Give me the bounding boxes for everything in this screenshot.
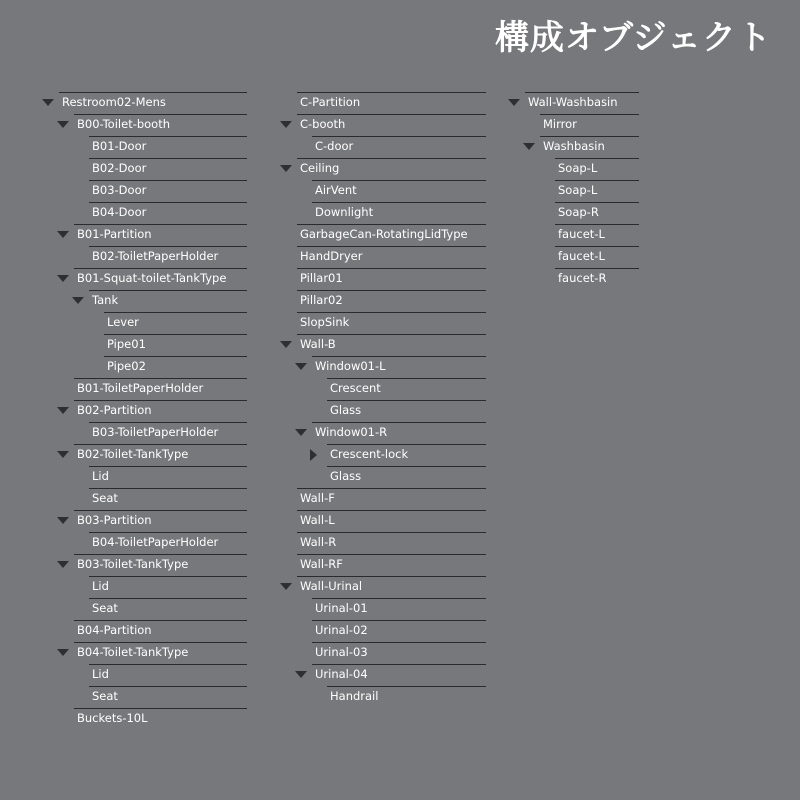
- tree-item-label: Soap-L: [558, 161, 598, 175]
- tree-item-label: Tank: [92, 293, 119, 307]
- tree-item-b04-partition[interactable]: [44, 620, 247, 642]
- expand-triangle-icon[interactable]: [57, 121, 69, 128]
- tree-item-window01-l[interactable]: [282, 356, 486, 378]
- tree-item-handrail[interactable]: [282, 686, 486, 708]
- tree-item-b03-door[interactable]: [44, 180, 247, 202]
- tree-item-b04-toilet-tanktype[interactable]: [44, 642, 247, 664]
- tree-item-label: Glass: [330, 403, 362, 417]
- collapse-triangle-icon[interactable]: [310, 449, 317, 461]
- tree-item-label: B03-Door: [92, 183, 147, 197]
- tree-item-urinal-01[interactable]: [282, 598, 486, 620]
- tree-item-label: Window01-R: [315, 425, 388, 439]
- tree-item-lid[interactable]: [44, 664, 247, 686]
- tree-item-soap-r[interactable]: [510, 202, 639, 224]
- tree-item-label: Urinal-03: [315, 645, 368, 659]
- tree-item-b01-partition[interactable]: [44, 224, 247, 246]
- tree-item-b04-door[interactable]: [44, 202, 247, 224]
- tree-item-label: SlopSink: [300, 315, 350, 329]
- tree-item-wall-rf[interactable]: [282, 554, 486, 576]
- tree-item-restroom02-mens[interactable]: [44, 92, 247, 114]
- tree-item-window01-r[interactable]: [282, 422, 486, 444]
- tree-item-tank[interactable]: [44, 290, 247, 312]
- tree-item-crescent-lock[interactable]: [282, 444, 486, 466]
- tree-item-airvent[interactable]: [282, 180, 486, 202]
- tree-item-b03-partition[interactable]: [44, 510, 247, 532]
- tree-item-wall-f[interactable]: [282, 488, 486, 510]
- tree-item-label: Downlight: [315, 205, 374, 219]
- tree-item-c-booth[interactable]: [282, 114, 486, 136]
- expand-triangle-icon[interactable]: [523, 143, 535, 150]
- tree-item-b00-toilet-booth[interactable]: [44, 114, 247, 136]
- tree-item-b01-toiletpaperholder[interactable]: [44, 378, 247, 400]
- tree-item-urinal-03[interactable]: [282, 642, 486, 664]
- tree-item-label: Urinal-02: [315, 623, 368, 637]
- tree-item-label: GarbageCan-RotatingLidType: [300, 227, 468, 241]
- expand-triangle-icon[interactable]: [57, 561, 69, 568]
- tree-item-label: Ceiling: [300, 161, 340, 175]
- tree-item-label: Lever: [107, 315, 139, 329]
- tree-item-pipe02[interactable]: [44, 356, 247, 378]
- expand-triangle-icon[interactable]: [295, 671, 307, 678]
- tree-item-label: B04-Partition: [77, 623, 152, 637]
- tree-item-label: B02-Door: [92, 161, 147, 175]
- tree-item-pillar02[interactable]: [282, 290, 486, 312]
- tree-item-label: Wall-Washbasin: [528, 95, 618, 109]
- tree-item-label: Washbasin: [543, 139, 605, 153]
- outliner-column-1: [44, 92, 247, 730]
- tree-item-wall-b[interactable]: [282, 334, 486, 356]
- tree-item-b01-squat-toilet-tanktype[interactable]: [44, 268, 247, 290]
- tree-item-label: C-booth: [300, 117, 346, 131]
- tree-item-label: Wall-Urinal: [300, 579, 363, 593]
- expand-triangle-icon[interactable]: [280, 341, 292, 348]
- tree-item-label: Crescent: [330, 381, 381, 395]
- page-title: 構成オブジェクト: [495, 18, 772, 58]
- tree-item-b02-toiletpaperholder[interactable]: [44, 246, 247, 268]
- expand-triangle-icon[interactable]: [57, 649, 69, 656]
- tree-item-glass[interactable]: [282, 400, 486, 422]
- expand-triangle-icon[interactable]: [72, 297, 84, 304]
- tree-item-label: Restroom02-Mens: [62, 95, 166, 109]
- tree-item-label: Lid: [92, 667, 109, 681]
- tree-item-b02-door[interactable]: [44, 158, 247, 180]
- tree-item-b04-toiletpaperholder[interactable]: [44, 532, 247, 554]
- tree-item-seat[interactable]: [44, 598, 247, 620]
- tree-item-label: Mirror: [543, 117, 577, 131]
- tree-item-label: B02-ToiletPaperHolder: [92, 249, 219, 263]
- tree-item-label: B04-Toilet-TankType: [77, 645, 189, 659]
- tree-item-label: Wall-R: [300, 535, 337, 549]
- tree-item-mirror[interactable]: [510, 114, 639, 136]
- tree-item-label: C-door: [315, 139, 354, 153]
- tree-item-label: Soap-L: [558, 183, 598, 197]
- tree-item-label: Glass: [330, 469, 362, 483]
- expand-triangle-icon[interactable]: [57, 231, 69, 238]
- tree-item-label: Seat: [92, 601, 118, 615]
- tree-item-ceiling[interactable]: [282, 158, 486, 180]
- tree-item-lid[interactable]: [44, 576, 247, 598]
- tree-item-faucet-r[interactable]: [510, 268, 639, 290]
- tree-item-faucet-l[interactable]: [510, 246, 639, 268]
- tree-item-label: Pipe01: [107, 337, 146, 351]
- tree-item-label: B02-Toilet-TankType: [77, 447, 189, 461]
- tree-item-wall-r[interactable]: [282, 532, 486, 554]
- tree-item-label: B00-Toilet-booth: [77, 117, 171, 131]
- tree-item-urinal-02[interactable]: [282, 620, 486, 642]
- tree-item-b02-toilet-tanktype[interactable]: [44, 444, 247, 466]
- tree-item-label: Buckets-10L: [77, 711, 148, 725]
- tree-item-b03-toilet-tanktype[interactable]: [44, 554, 247, 576]
- tree-item-label: AirVent: [315, 183, 357, 197]
- tree-item-label: Pillar02: [300, 293, 343, 307]
- tree-item-c-partition[interactable]: [282, 92, 486, 114]
- tree-item-pipe01[interactable]: [44, 334, 247, 356]
- tree-item-washbasin[interactable]: [510, 136, 639, 158]
- tree-item-lever[interactable]: [44, 312, 247, 334]
- tree-item-soap-l[interactable]: [510, 158, 639, 180]
- tree-item-label: faucet-L: [558, 227, 605, 241]
- tree-item-buckets-10l[interactable]: [44, 708, 247, 730]
- tree-item-label: Crescent-lock: [330, 447, 409, 461]
- tree-item-label: B03-Toilet-TankType: [77, 557, 189, 571]
- tree-item-label: B02-Partition: [77, 403, 152, 417]
- tree-item-label: Lid: [92, 579, 109, 593]
- tree-item-urinal-04[interactable]: [282, 664, 486, 686]
- expand-triangle-icon[interactable]: [508, 99, 520, 106]
- tree-item-seat[interactable]: [44, 686, 247, 708]
- outliner-column-3: [510, 92, 639, 290]
- tree-item-label: Handrail: [330, 689, 379, 703]
- tree-item-label: Wall-F: [300, 491, 335, 505]
- tree-item-garbagecan-rotatinglidtype[interactable]: [282, 224, 486, 246]
- tree-item-b02-partition[interactable]: [44, 400, 247, 422]
- tree-item-lid[interactable]: [44, 466, 247, 488]
- expand-triangle-icon[interactable]: [295, 429, 307, 436]
- tree-item-slopsink[interactable]: [282, 312, 486, 334]
- tree-item-label: B01-Partition: [77, 227, 152, 241]
- tree-item-label: B01-Squat-toilet-TankType: [77, 271, 227, 285]
- expand-triangle-icon[interactable]: [57, 275, 69, 282]
- tree-item-downlight[interactable]: [282, 202, 486, 224]
- tree-item-label: Wall-RF: [300, 557, 343, 571]
- tree-item-label: Pipe02: [107, 359, 146, 373]
- expand-triangle-icon[interactable]: [57, 407, 69, 414]
- tree-item-label: B04-Door: [92, 205, 147, 219]
- tree-item-label: Pillar01: [300, 271, 343, 285]
- outliner-column-2: [282, 92, 486, 708]
- expand-triangle-icon[interactable]: [57, 451, 69, 458]
- tree-item-label: B01-ToiletPaperHolder: [77, 381, 204, 395]
- expand-triangle-icon[interactable]: [280, 165, 292, 172]
- tree-item-label: Soap-R: [558, 205, 599, 219]
- tree-item-label: B03-Partition: [77, 513, 152, 527]
- tree-item-label: Wall-L: [300, 513, 335, 527]
- tree-item-glass[interactable]: [282, 466, 486, 488]
- tree-item-label: HandDryer: [300, 249, 363, 263]
- tree-item-seat[interactable]: [44, 488, 247, 510]
- tree-item-wall-urinal[interactable]: [282, 576, 486, 598]
- tree-item-label: B01-Door: [92, 139, 147, 153]
- tree-item-b03-toiletpaperholder[interactable]: [44, 422, 247, 444]
- tree-item-handdryer[interactable]: [282, 246, 486, 268]
- tree-item-label: B03-ToiletPaperHolder: [92, 425, 219, 439]
- tree-item-label: B04-ToiletPaperHolder: [92, 535, 219, 549]
- tree-item-crescent[interactable]: [282, 378, 486, 400]
- tree-item-label: C-Partition: [300, 95, 361, 109]
- expand-triangle-icon[interactable]: [280, 121, 292, 128]
- tree-item-b01-door[interactable]: [44, 136, 247, 158]
- tree-item-label: Lid: [92, 469, 109, 483]
- expand-triangle-icon[interactable]: [280, 583, 292, 590]
- tree-item-label: Window01-L: [315, 359, 386, 373]
- tree-item-c-door[interactable]: [282, 136, 486, 158]
- tree-item-label: Urinal-01: [315, 601, 368, 615]
- expand-triangle-icon[interactable]: [57, 517, 69, 524]
- expand-triangle-icon[interactable]: [295, 363, 307, 370]
- tree-item-soap-l[interactable]: [510, 180, 639, 202]
- expand-triangle-icon[interactable]: [42, 99, 54, 106]
- tree-item-pillar01[interactable]: [282, 268, 486, 290]
- tree-item-wall-l[interactable]: [282, 510, 486, 532]
- tree-item-label: Seat: [92, 689, 118, 703]
- tree-item-faucet-l[interactable]: [510, 224, 639, 246]
- tree-item-label: Wall-B: [300, 337, 336, 351]
- tree-item-label: Urinal-04: [315, 667, 368, 681]
- tree-item-label: faucet-L: [558, 249, 605, 263]
- tree-item-label: faucet-R: [558, 271, 607, 285]
- tree-item-label: Seat: [92, 491, 118, 505]
- tree-item-wall-washbasin[interactable]: [510, 92, 639, 114]
